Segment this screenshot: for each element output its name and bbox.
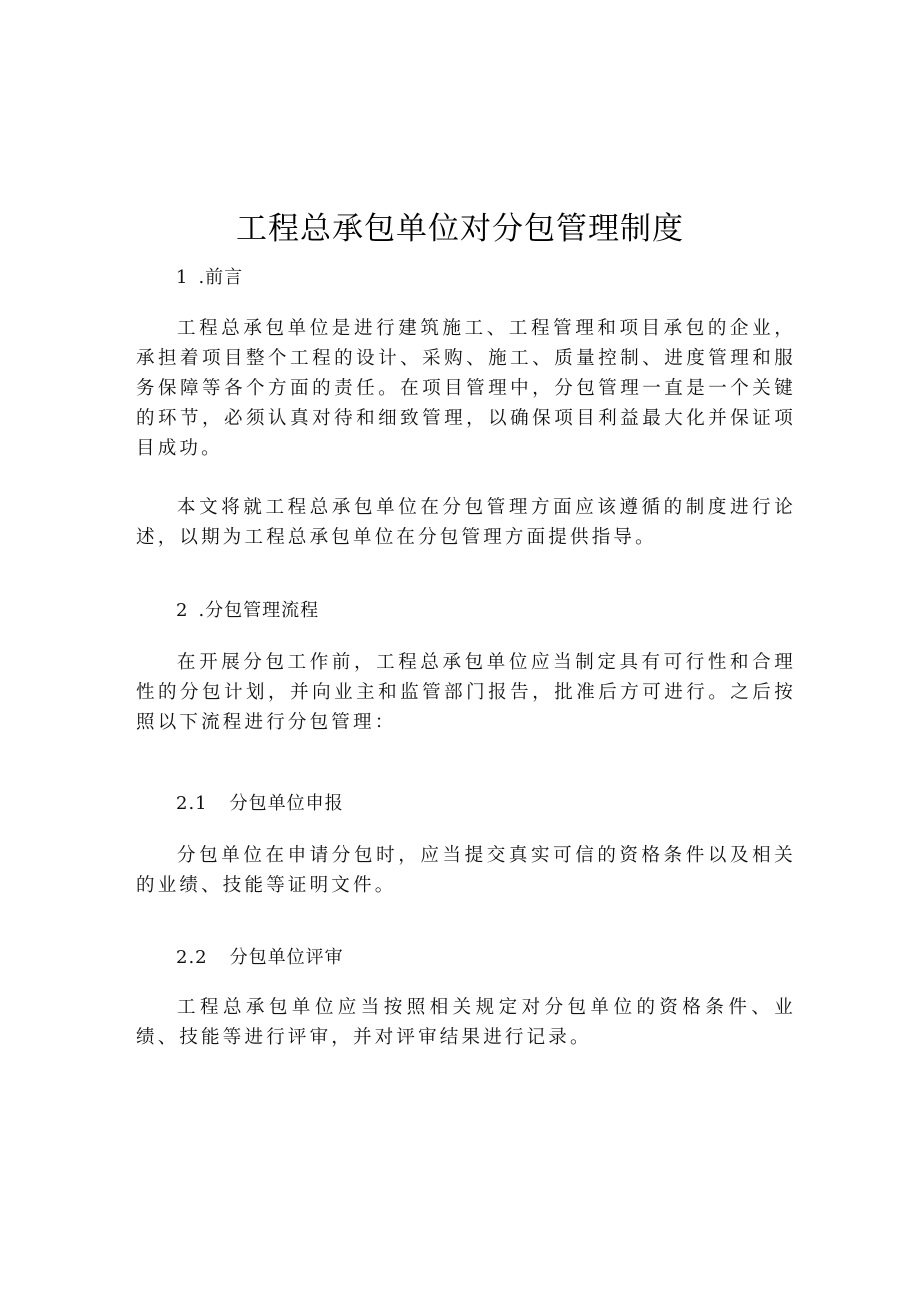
section-heading-2 (176, 596, 319, 622)
section-title: .前言 (198, 267, 244, 288)
section-title: 分包单位评审 (229, 947, 344, 968)
section-title: 分包单位申报 (229, 793, 344, 814)
paragraph: 本文将就工程总承包单位在分包管理方面应该遵循的制度进行论述，以期为工程总承包单位在分包管理方面提供指导。 (136, 497, 796, 548)
section-number: 1 (176, 267, 189, 288)
section-heading-2-1 (176, 789, 344, 815)
section-number: 2 (176, 600, 189, 621)
paragraph: 工程总承包单位是进行建筑施工、工程管理和项目承包的企业，承担着项目整个工程的设计、采购、施工、质量控制、进度管理和服务保障等各个方面的责任。在项目管理中，分包管理一直是一个关键的环节，必须认真对待和细致管理，以确保项目利益最大化并保证项目成功。 (136, 318, 796, 459)
paragraph: 在开展分包工作前，工程总承包单位应当制定具有可行性和合理性的分包计划，并向业主和监管部门报告，批准后方可进行。之后按照以下流程进行分包管理： (136, 652, 796, 733)
section-number: 2.2 (176, 947, 208, 968)
section-title: .分包管理流程 (198, 600, 320, 621)
section-heading-1 (176, 263, 243, 289)
section-number: 2.1 (176, 793, 208, 814)
paragraph: 工程总承包单位应当按照相关规定对分包单位的资格条件、业绩、技能等进行评审，并对评审结果进行记录。 (136, 997, 796, 1048)
document-title: 工程总承包单位对分包管理制度 (236, 211, 684, 247)
paragraph: 分包单位在申请分包时，应当提交真实可信的资格条件以及相关的业绩、技能等证明文件。 (136, 845, 796, 896)
section-heading-2-2 (176, 943, 344, 969)
